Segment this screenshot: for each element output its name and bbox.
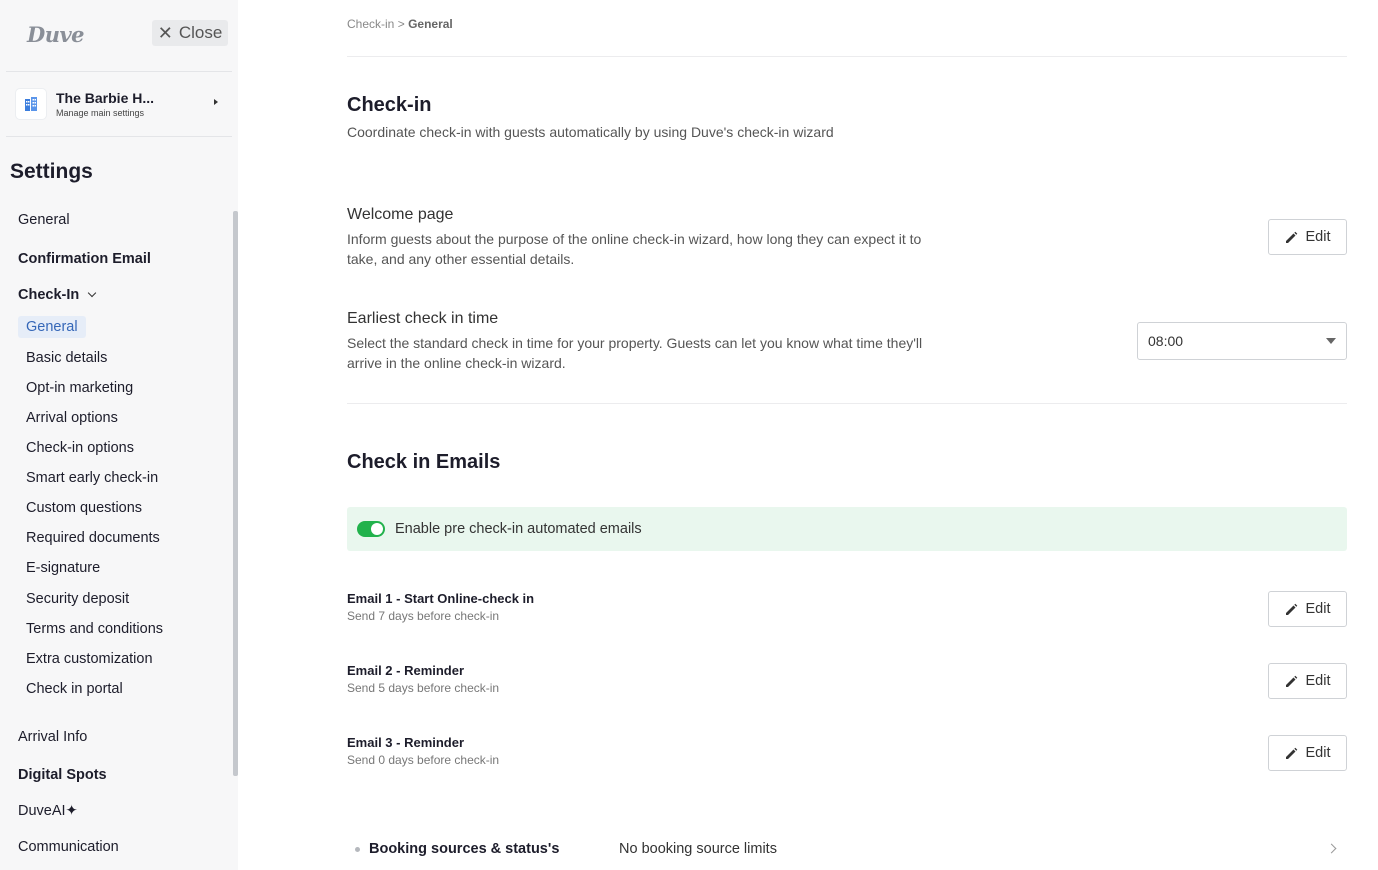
edit-email-1-button[interactable]: [1268, 591, 1347, 627]
close-button[interactable]: [152, 20, 228, 46]
chevron-right-icon: [1327, 844, 1337, 854]
email-3-title: Email 3 - Reminder: [347, 735, 465, 750]
edit-welcome-page-button[interactable]: [1268, 219, 1347, 255]
sidebar-item-digital-spots[interactable]: Digital Spots: [18, 767, 107, 783]
sidebar-subitem-checkin-portal[interactable]: Check in portal: [26, 681, 123, 697]
sidebar-item-general[interactable]: General: [18, 212, 70, 228]
booking-sources-row[interactable]: [347, 838, 1347, 860]
enable-emails-toggle[interactable]: [357, 521, 385, 537]
breadcrumb-separator: >: [397, 17, 405, 31]
sidebar-subitem-opt-in-marketing[interactable]: Opt-in marketing: [26, 380, 134, 396]
property-name: The Barbie H...: [56, 90, 155, 106]
settings-title: Settings: [10, 160, 93, 183]
edit-label: Edit: [1305, 601, 1331, 617]
pencil-icon: [1285, 231, 1298, 244]
chevron-down-icon: [88, 289, 96, 297]
sidebar-scrollbar[interactable]: [233, 211, 238, 776]
select-value: 08:00: [1148, 333, 1184, 349]
breadcrumb: [347, 17, 453, 31]
sidebar-subitem-checkin-options[interactable]: Check-in options: [26, 440, 134, 456]
section-description-checkin: Coordinate check-in with guests automatically by using Duve's check-in wizard: [347, 124, 834, 140]
booking-sources-value: No booking source limits: [619, 841, 777, 857]
sidebar-subitem-basic-details[interactable]: Basic details: [26, 350, 108, 366]
section-title-checkin-emails: Check in Emails: [347, 451, 501, 473]
toggle-knob: [371, 523, 383, 535]
booking-sources-label: Booking sources & status's: [369, 841, 560, 857]
earliest-checkin-time-select[interactable]: [1137, 322, 1347, 360]
sidebar-subitem-general[interactable]: General: [18, 316, 86, 338]
sidebar-subitem-arrival-options[interactable]: Arrival options: [26, 410, 118, 426]
sidebar-subitem-terms-and-conditions[interactable]: Terms and conditions: [26, 621, 164, 637]
email-1-title: Email 1 - Start Online-check in: [347, 591, 535, 606]
edit-email-2-button[interactable]: [1268, 663, 1347, 699]
sidebar-item-confirmation-email[interactable]: Confirmation Email: [18, 251, 151, 267]
welcome-page-title: Welcome page: [347, 206, 454, 223]
property-selector[interactable]: [6, 77, 232, 131]
welcome-page-description: Inform guests about the purpose of the online check-in wizard, how long they can expect it to take, and any other essential details.: [347, 231, 922, 267]
property-info: [56, 90, 154, 118]
divider: [6, 136, 232, 137]
divider: [347, 403, 1347, 404]
email-2-title: Email 2 - Reminder: [347, 663, 465, 678]
sidebar-subitem-custom-questions[interactable]: Custom questions: [26, 500, 143, 516]
sidebar-item-communication[interactable]: Communication: [18, 839, 119, 855]
property-subtitle: Manage main settings: [56, 108, 145, 118]
sidebar-item-duveai[interactable]: DuveAI✦: [18, 803, 78, 819]
enable-emails-label: Enable pre check-in automated emails: [395, 521, 642, 537]
earliest-checkin-description: Select the standard check in time for your property. Guests can let you know what time they'll arrive in the online check-in wizard.: [347, 335, 923, 371]
breadcrumb-parent[interactable]: Check-in: [347, 17, 395, 31]
earliest-checkin-title: Earliest check in time: [347, 310, 499, 327]
close-icon: ✕: [157, 23, 173, 43]
close-label: Close: [178, 23, 223, 42]
pencil-icon: [1285, 675, 1298, 688]
sidebar-item-checkin-label: Check-In: [18, 287, 80, 303]
email-3-subtitle: Send 0 days before check-in: [347, 753, 500, 767]
edit-label: Edit: [1305, 673, 1331, 689]
edit-email-3-button[interactable]: [1268, 735, 1347, 771]
pencil-icon: [1285, 603, 1298, 616]
edit-label: Edit: [1305, 745, 1331, 761]
sidebar-subitem-required-documents[interactable]: Required documents: [26, 530, 160, 546]
enable-emails-bar: [347, 507, 1347, 551]
building-icon: [16, 89, 46, 119]
sidebar-subitem-smart-early-checkin[interactable]: Smart early check-in: [26, 470, 159, 486]
sidebar-subitem-extra-customization[interactable]: Extra customization: [26, 651, 153, 667]
duve-logo: Duve: [27, 22, 85, 47]
breadcrumb-current: General: [408, 17, 453, 31]
sidebar-subitem-security-deposit[interactable]: Security deposit: [26, 591, 130, 607]
caret-right-icon: [214, 99, 218, 105]
bullet-dot: [355, 847, 360, 852]
divider: [347, 56, 1347, 57]
email-1-subtitle: Send 7 days before check-in: [347, 609, 500, 623]
section-title-checkin: Check-in: [347, 94, 432, 116]
pencil-icon: [1285, 747, 1298, 760]
sidebar-subitem-e-signature[interactable]: E-signature: [26, 560, 101, 576]
sidebar-item-arrival-info[interactable]: Arrival Info: [18, 729, 88, 745]
dropdown-caret-icon: [1326, 338, 1336, 344]
email-2-subtitle: Send 5 days before check-in: [347, 681, 500, 695]
sidebar: [0, 0, 238, 870]
sidebar-item-checkin[interactable]: [18, 287, 95, 303]
divider: [6, 71, 232, 72]
edit-label: Edit: [1305, 229, 1331, 245]
